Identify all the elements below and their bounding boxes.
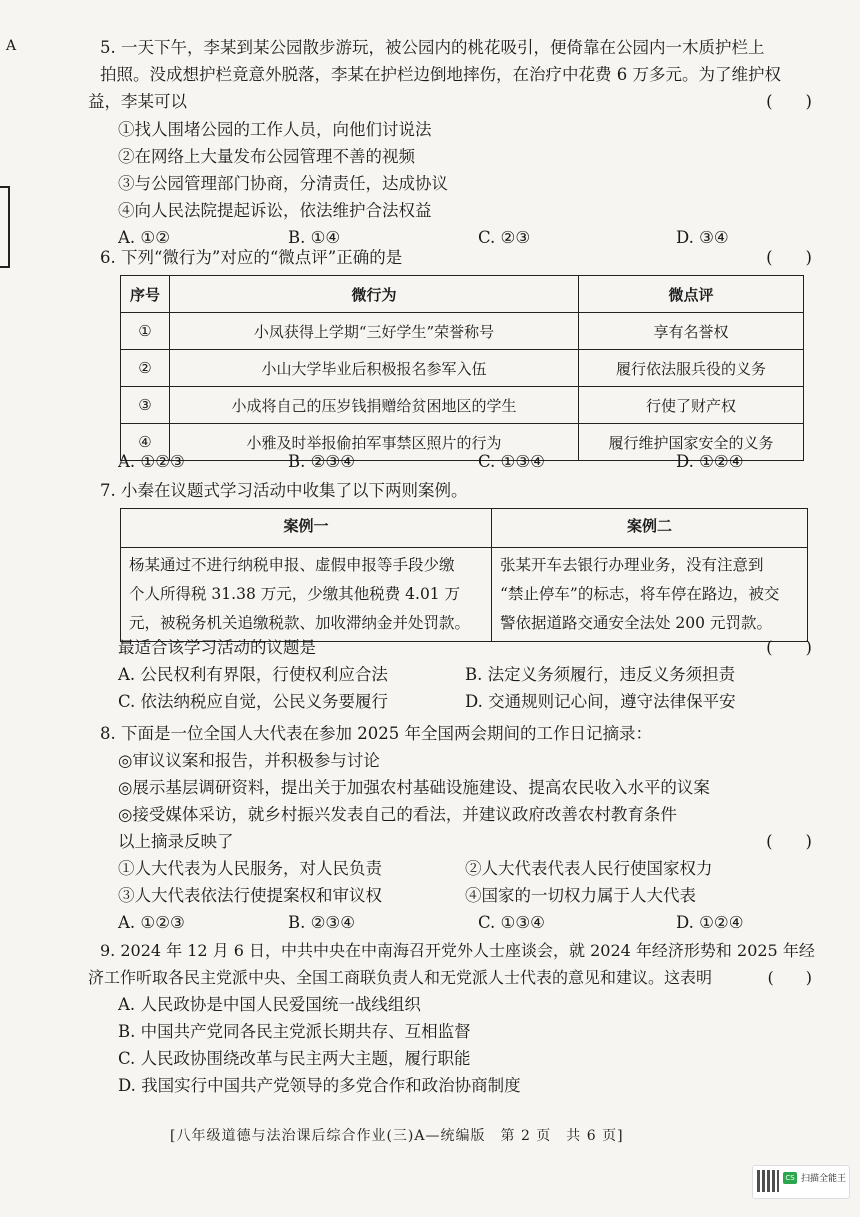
row-behavior: 小山大学毕业后积极报名参军入伍	[170, 350, 579, 387]
q6-choice-b: B. ②③④	[288, 452, 355, 471]
q8-diary-2: ◎展示基层调研资料，提出关于加强农村基础设施建设、提高农民收入水平的议案	[118, 778, 710, 797]
col-header-index: 序号	[121, 276, 170, 313]
qr-code-icon	[757, 1170, 779, 1192]
q6-table	[120, 275, 804, 461]
q9-choice-c: C. 人民政协围绕改革与民主两大主题，履行职能	[118, 1049, 471, 1068]
q7-answer-paren: ( )	[766, 638, 812, 657]
q7-question-block	[100, 634, 812, 715]
question-8	[100, 720, 812, 936]
table-header-row	[121, 509, 808, 548]
q5-line-3: 益，李某可以	[88, 92, 187, 111]
q6-stem: 6. 下列“微行为”对应的“微点评”正确的是	[100, 248, 403, 267]
row-comment: 享有名誉权	[579, 313, 804, 350]
table-row	[121, 313, 804, 350]
q7-choice-a: A. 公民权利有界限，行使权利应合法	[118, 665, 388, 684]
case-2-text	[492, 548, 808, 642]
q8-choice-d: D. ①②④	[676, 913, 744, 932]
margin-mark: A	[6, 38, 17, 54]
q6-choice-a: A. ①②③	[118, 452, 185, 471]
q9-line-1: 9. 2024 年 12 月 6 日，中共中央在中南海召开党外人士座谈会，就 2024 年经济形势和 2025 年经	[100, 941, 815, 960]
q5-choice-d: D. ③④	[676, 228, 729, 247]
q8-diary-1: ◎审议议案和报告，并积极参与讨论	[118, 751, 380, 770]
q8-option-1: ①人大代表为人民服务，对人民负责	[118, 859, 382, 878]
table-header-row	[121, 276, 804, 313]
q8-choice-c: C. ①③④	[478, 913, 545, 932]
watermark-title: 扫描全能王	[801, 1174, 847, 1184]
q6-answer-choices	[100, 448, 812, 475]
margin-bracket	[0, 186, 10, 268]
q9-choice-d: D. 我国实行中国共产党领导的多党合作和政治协商制度	[118, 1076, 521, 1095]
q5-option-3: ③与公园管理部门协商，分清责任，达成协议	[118, 174, 448, 193]
q7-question: 最适合该学习活动的议题是	[118, 638, 316, 657]
q5-option-2: ②在网络上大量发布公园管理不善的视频	[118, 147, 415, 166]
q8-answer-paren: ( )	[766, 832, 812, 851]
q7-case-table	[120, 508, 808, 642]
q9-line-2: 济工作听取各民主党派中央、全国工商联负责人和无党派人士代表的意见和建议。这表明	[88, 968, 713, 987]
q5-line-1: 5. 一天下午，李某到某公园散步游玩，被公园内的桃花吸引，便倚靠在公园内一木质护栏上	[100, 38, 765, 57]
cs-logo-icon: CS	[783, 1172, 797, 1184]
row-index: ④	[121, 424, 170, 461]
q5-option-1: ①找人围堵公园的工作人员，向他们讨说法	[118, 120, 432, 139]
case-1-header: 案例一	[121, 509, 492, 548]
q7-choice-b: B. 法定义务须履行，违反义务须担责	[465, 665, 736, 684]
case-2-line: 警依据道路交通安全法处 200 元罚款。	[500, 614, 772, 632]
q5-choice-c: C. ②③	[478, 228, 531, 247]
q6-choice-c: C. ①③④	[478, 452, 545, 471]
q8-option-4: ④国家的一切权力属于人大代表	[465, 886, 696, 905]
case-2-line: “禁止停车”的标志，将车停在路边，被交	[500, 585, 780, 603]
case-2-line: 张某开车去银行办理业务，没有注意到	[500, 556, 764, 574]
q8-diary-3: ◎接受媒体采访，就乡村振兴发表自己的看法，并建议政府改善农村教育条件	[118, 805, 677, 824]
table-row	[121, 350, 804, 387]
q8-choice-a: A. ①②③	[118, 913, 185, 932]
question-5	[88, 34, 812, 251]
case-1-line: 元，被税务机关追缴税款、加收滞纳金并处罚款。	[129, 614, 471, 632]
q8-question: 以上摘录反映了	[118, 832, 234, 851]
q7-choice-d: D. 交通规则记心间，遵守法律保平安	[465, 692, 736, 711]
row-index: ①	[121, 313, 170, 350]
row-behavior: 小凤获得上学期“三好学生”荣誉称号	[170, 313, 579, 350]
row-behavior: 小雅及时举报偷拍军事禁区照片的行为	[170, 424, 579, 461]
row-comment: 履行维护国家安全的义务	[579, 424, 804, 461]
row-behavior: 小成将自己的压岁钱捐赠给贫困地区的学生	[170, 387, 579, 424]
col-header-behavior: 微行为	[170, 276, 579, 313]
q8-option-2: ②人大代表代表人民行使国家权力	[465, 859, 713, 878]
row-index: ②	[121, 350, 170, 387]
q5-line-2: 拍照。没成想护栏竟意外脱落，李某在护栏边倒地摔伤，在治疗中花费 6 万多元。为了维护权	[100, 65, 781, 84]
case-1-line: 个人所得税 31.38 万元，少缴其他税费 4.01 万	[129, 585, 461, 603]
q7-stem: 7. 小秦在议题式学习活动中收集了以下两则案例。	[100, 481, 468, 500]
q9-choice-a: A. 人民政协是中国人民爱国统一战线组织	[118, 995, 421, 1014]
q7-choice-c: C. 依法纳税应自觉，公民义务要履行	[118, 692, 389, 711]
question-6	[100, 244, 812, 271]
table-row	[121, 548, 808, 642]
q8-option-3: ③人大代表依法行使提案权和审议权	[118, 886, 382, 905]
row-comment: 履行依法服兵役的义务	[579, 350, 804, 387]
row-index: ③	[121, 387, 170, 424]
q8-answer-choices	[118, 909, 830, 936]
q6-answer-paren: ( )	[766, 248, 812, 267]
case-1-line: 杨某通过不进行纳税申报、虚假申报等手段少缴	[129, 556, 455, 574]
q9-choice-b: B. 中国共产党同各民主党派长期共存、互相监督	[118, 1022, 471, 1041]
q5-answer-paren: ( )	[766, 92, 812, 111]
q8-stem: 8. 下面是一位全国人大代表在参加 2025 年全国两会期间的工作日记摘录：	[100, 724, 652, 743]
q5-option-4: ④向人民法院提起诉讼，依法维护合法权益	[118, 201, 432, 220]
table-row	[121, 387, 804, 424]
q5-choice-a: A. ①②	[118, 228, 170, 247]
col-header-comment: 微点评	[579, 276, 804, 313]
q9-answer-paren: ( )	[767, 968, 812, 987]
scanner-watermark	[752, 1165, 850, 1199]
q6-choice-d: D. ①②④	[676, 452, 744, 471]
case-1-text	[121, 548, 492, 642]
page-footer: [八年级道德与法治课后综合作业(三)A—统编版 第 2 页 共 6 页]	[170, 1128, 624, 1144]
question-7	[100, 477, 812, 504]
q5-choice-b: B. ①④	[288, 228, 341, 247]
row-comment: 行使了财产权	[579, 387, 804, 424]
case-2-header: 案例二	[492, 509, 808, 548]
q8-choice-b: B. ②③④	[288, 913, 355, 932]
question-9	[88, 937, 815, 1099]
